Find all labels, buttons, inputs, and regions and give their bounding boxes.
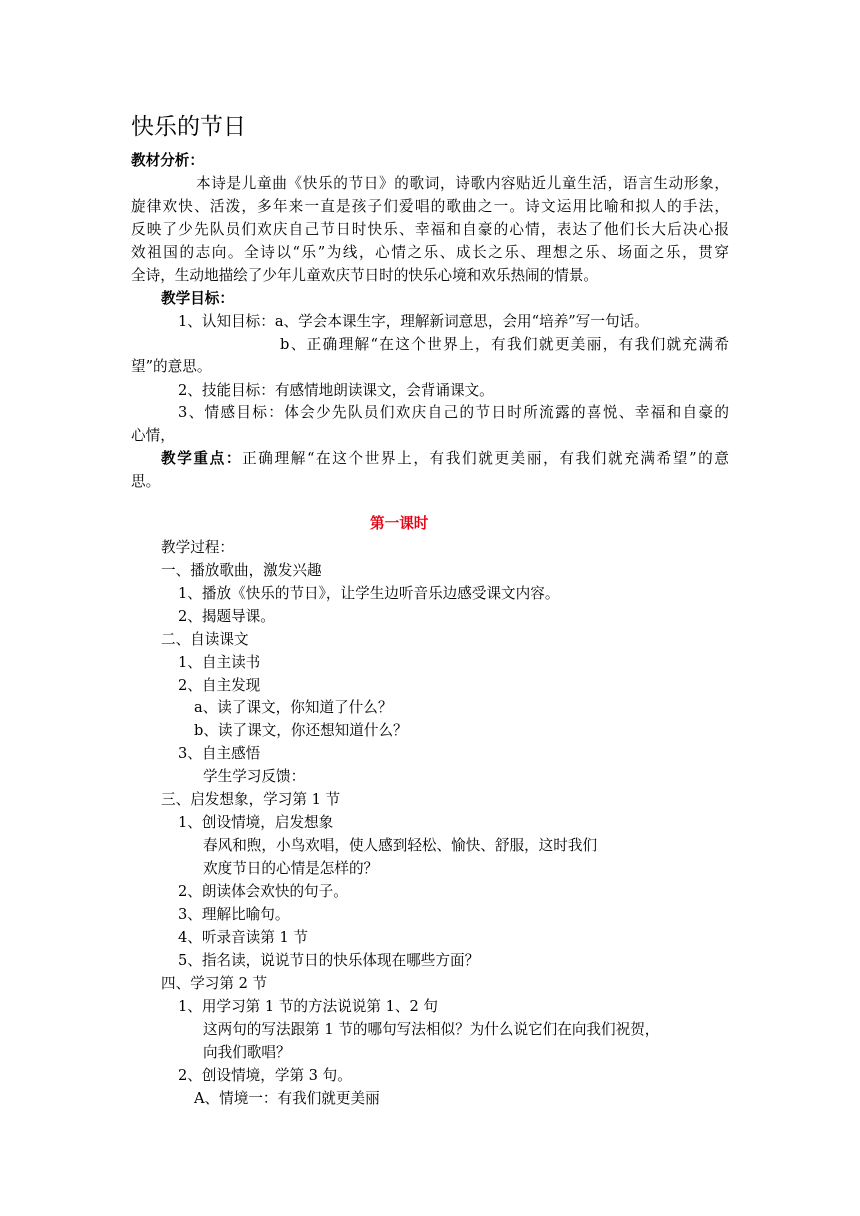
analysis-line-2: 旋律欢快、活泼，多年来一直是孩子们爱唱的歌曲之一。诗文运用比喻和拟人的手法， [131,198,729,215]
process-line: a、读了课文，你知道了什么？ [194,699,393,716]
process-line: 四、学习第 2 节 [161,975,268,992]
analysis-line-4: 效祖国的志向。全诗以“乐”为线，心情之乐、成长之乐、理想之乐、场面之乐，贯穿 [131,244,729,261]
goals-heading: 教学目标： [161,290,234,307]
process-line: 1、用学习第 1 节的方法说说第 1、2 句 [178,998,439,1015]
process-line: 春风和煦，小鸟欢唱，使人感到轻松、愉快、舒服，这时我们 [203,837,598,854]
goal-skill: 2、技能目标：有感情地朗读课文，会背诵课文。 [178,382,494,399]
key-point-cont: 思。 [131,473,161,490]
analysis-line-1: 本诗是儿童曲《快乐的节日》的歌词，诗歌内容贴近儿童生活，语言生动形象， [196,175,729,192]
process-line: A、情境一：有我们就更美丽 [194,1090,380,1107]
analysis-line-3: 反映了少先队员们欢庆自己节日时快乐、幸福和自豪的心情，表达了他们长大后决心报 [131,221,729,238]
process-line: 1、自主读书 [178,654,261,671]
goal-cognitive-b-cont: 望”的意思。 [131,358,212,375]
process-line: 5、指名读，说说节日的快乐体现在哪些方面？ [178,952,480,969]
process-line: 二、自读课文 [161,631,249,648]
process-line: 3、理解比喻句。 [178,906,290,923]
key-point [161,448,729,470]
process-line: 3、自主感悟 [178,745,261,762]
process-line: b、读了课文，你还想知道什么？ [194,722,408,739]
goal-cognitive-a: 1、认知目标：a、学会本课生字，理解新词意思，会用“培养”写一句话。 [178,313,649,330]
process-line: 向我们歌唱？ [203,1044,291,1061]
key-point-text: 正确理解“在这个世界上，有我们就更美丽，有我们就充满希望”的意 [242,450,729,467]
goal-emotion-cont: 心情， [131,427,175,444]
process-line: 三、启发想象，学习第 1 节 [161,791,341,808]
key-point-label: 教学重点： [161,450,243,467]
process-line: 一、播放歌曲，激发兴趣 [161,562,322,579]
lesson-title: 第一课时 [370,515,429,532]
analysis-heading: 教材分析： [131,152,204,169]
analysis-line-5: 全诗，生动地描绘了少年儿童欢庆节日时的快乐心境和欢乐热闹的情景。 [131,267,599,284]
process-line: 1、创设情境，启发想象 [178,814,334,831]
process-line: 2、揭题导课。 [178,608,275,625]
goal-cognitive-b: b、正确理解“在这个世界上，有我们就更美丽，有我们就充满希 [280,336,729,353]
process-line: 这两句的写法跟第 1 节的哪句写法相似？为什么说它们在向我们祝贺， [203,1021,660,1038]
process-line: 欢度节日的心情是怎样的？ [203,860,379,877]
goal-emotion: 3、情感目标：体会少先队员们欢庆自己的节日时所流露的喜悦、幸福和自豪的 [178,404,729,421]
document-title: 快乐的节日 [131,114,246,140]
process-line: 1、播放《快乐的节日》，让学生边听音乐边感受课文内容。 [178,585,560,602]
process-line: 4、听录音读第 1 节 [178,929,309,946]
process-line: 教学过程： [161,539,234,556]
process-line: 2、自主发现 [178,677,261,694]
process-line: 学生学习反馈： [203,768,306,785]
process-line: 2、创设情境，学第 3 句。 [178,1067,352,1084]
process-line: 2、朗读体会欢快的句子。 [178,883,348,900]
